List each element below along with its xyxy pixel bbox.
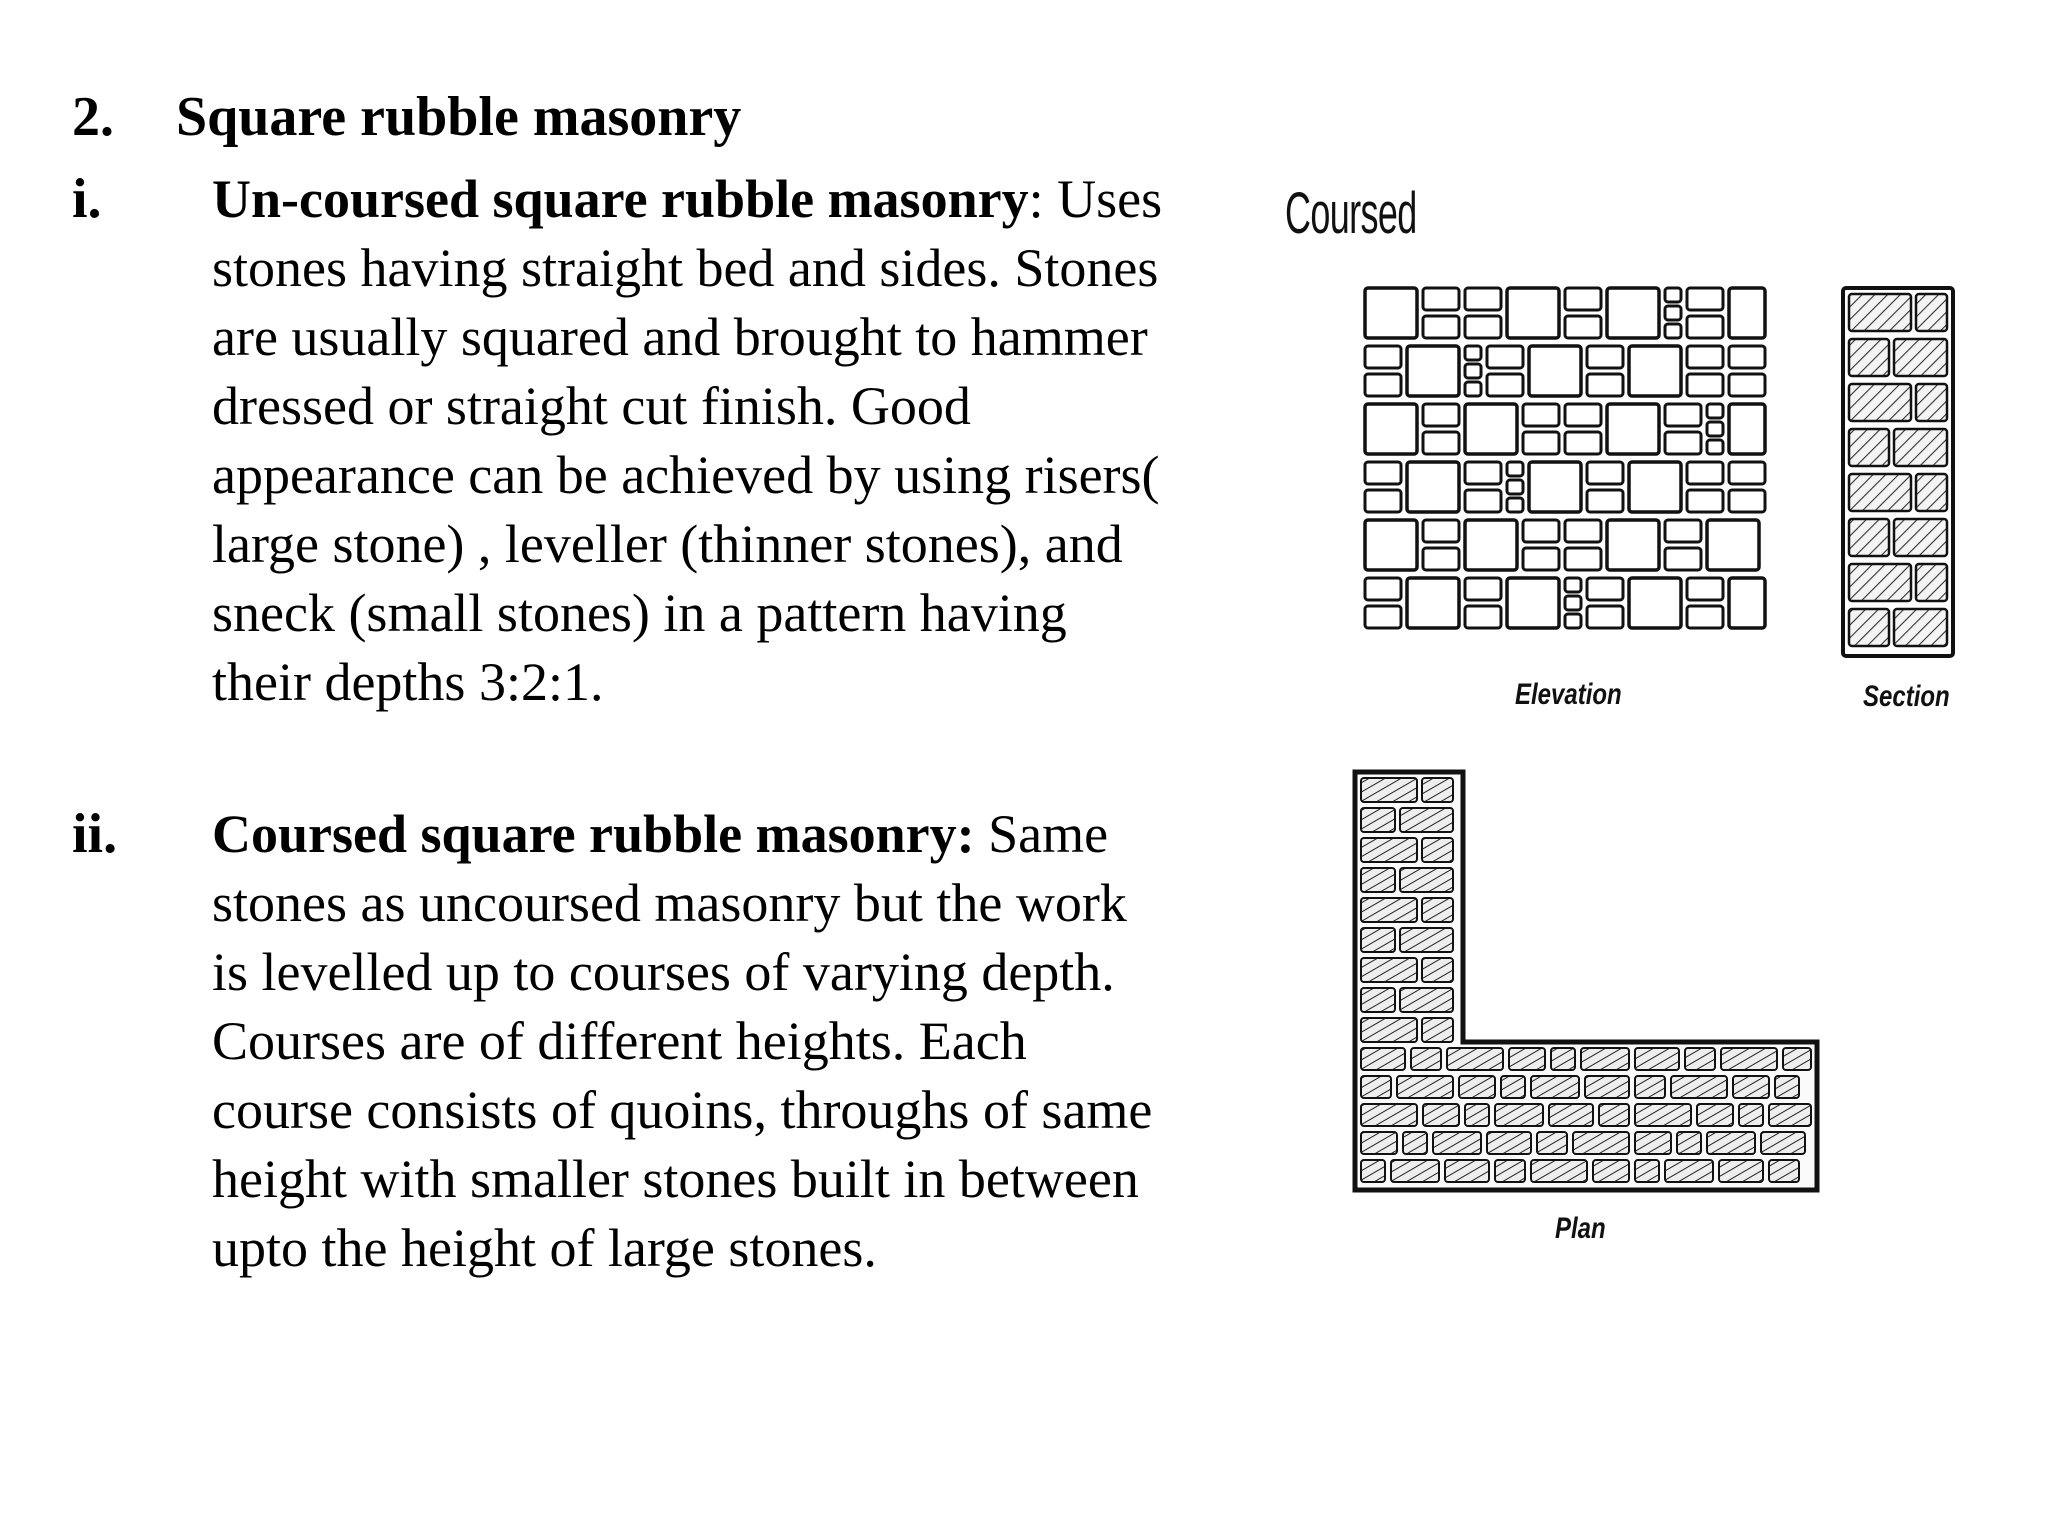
section-drawing (1843, 288, 1953, 656)
plan-stone (1361, 868, 1395, 892)
plan-stone (1769, 1160, 1799, 1182)
list-item-term-suffix: : (1028, 169, 1044, 229)
section-stone (1916, 564, 1947, 601)
plan-caption: Plan (1555, 1212, 1606, 1245)
stone-shape (1487, 346, 1523, 368)
plan-stone (1707, 1132, 1755, 1154)
plan-stone (1721, 1048, 1777, 1070)
stone-shape (1565, 288, 1601, 310)
stone-shape (1607, 404, 1659, 454)
list-marker: ii. (72, 803, 118, 865)
stone-shape (1465, 606, 1501, 628)
stone-shape (1665, 432, 1701, 454)
plan-stone (1697, 1104, 1733, 1126)
stone-shape (1465, 578, 1501, 600)
stone-shape (1423, 520, 1459, 542)
elevation-caption: Elevation (1515, 678, 1622, 711)
plan-stone (1531, 1076, 1579, 1098)
plan-stone (1422, 778, 1453, 802)
plan-stone (1537, 1132, 1567, 1154)
stone-shape (1687, 316, 1723, 338)
stone-shape (1465, 316, 1501, 338)
stone-shape (1423, 548, 1459, 570)
list-marker: i. (72, 168, 102, 230)
stone-shape (1423, 316, 1459, 338)
stone-shape (1665, 288, 1681, 302)
stone-shape (1365, 374, 1401, 396)
plan-stone (1685, 1048, 1715, 1070)
plan-stone (1361, 1076, 1391, 1098)
section-stone (1849, 294, 1911, 331)
stone-shape (1465, 404, 1517, 454)
stone-shape (1365, 606, 1401, 628)
section-stone (1849, 339, 1889, 376)
plan-stone (1361, 1104, 1417, 1126)
stone-shape (1687, 606, 1723, 628)
list-item (212, 165, 1172, 717)
stone-shape (1565, 578, 1581, 592)
plan-stone (1422, 898, 1453, 922)
figure-title: Coursed (1285, 181, 1417, 246)
plan-stone (1400, 808, 1453, 832)
stone-shape (1665, 404, 1701, 426)
stone-shape (1365, 490, 1401, 512)
masonry-drawing (1275, 130, 2035, 1350)
plan-stone (1400, 988, 1453, 1012)
plan-stone (1599, 1104, 1629, 1126)
stone-shape (1687, 462, 1723, 484)
stone-shape (1423, 288, 1459, 310)
list-item (212, 800, 1172, 1283)
stone-shape (1507, 480, 1523, 494)
plan-stone (1635, 1132, 1671, 1154)
stone-shape (1465, 382, 1481, 396)
plan-stone (1361, 838, 1417, 862)
list-item-term: Un-coursed square rubble masonry (212, 169, 1029, 229)
stone-shape (1465, 462, 1501, 484)
list-item-text: Uses stones having straight bed and sides. Stones are usually squared and brought to hammer dressed or straight cut finish. Good appearance can be achieved by using risers( large stone) , leveller (thinner stones), and sneck (small stones) in a pattern having their depths 3:2:1. (212, 169, 1163, 712)
plan-stone (1361, 778, 1417, 802)
stone-shape (1407, 462, 1459, 512)
plan-stone (1761, 1132, 1805, 1154)
section-stone (1916, 294, 1947, 331)
stone-shape (1565, 432, 1601, 454)
plan-stone (1769, 1104, 1811, 1126)
section-stone (1894, 519, 1947, 556)
stone-shape (1523, 432, 1559, 454)
plan-stone (1403, 1132, 1427, 1154)
plan-stone (1549, 1104, 1593, 1126)
stone-shape (1629, 346, 1681, 396)
stone-shape (1707, 404, 1723, 418)
stone-shape (1587, 462, 1623, 484)
plan-stone (1422, 838, 1453, 862)
stone-shape (1729, 404, 1765, 454)
stone-shape (1607, 520, 1659, 570)
plan-stone (1391, 1160, 1439, 1182)
stone-shape (1365, 520, 1417, 570)
elevation-drawing (1365, 288, 1765, 628)
stone-shape (1687, 490, 1723, 512)
plan-stone (1733, 1076, 1769, 1098)
plan-stone (1635, 1104, 1691, 1126)
plan-stone (1573, 1132, 1629, 1154)
stone-shape (1507, 578, 1559, 628)
stone-shape (1507, 462, 1523, 476)
stone-shape (1729, 490, 1765, 512)
plan-stone (1400, 868, 1453, 892)
plan-stone (1677, 1132, 1701, 1154)
plan-stone (1361, 1018, 1417, 1042)
section-stone (1894, 429, 1947, 466)
section-stone (1849, 564, 1911, 601)
section-stone (1849, 474, 1911, 511)
stone-shape (1729, 346, 1765, 368)
list-item-term: Coursed square rubble masonry: (212, 804, 975, 864)
plan-stone (1361, 1160, 1385, 1182)
stone-shape (1365, 462, 1401, 484)
stone-shape (1465, 490, 1501, 512)
stone-shape (1565, 316, 1601, 338)
plan-stone (1635, 1160, 1659, 1182)
stone-shape (1665, 324, 1681, 338)
plan-stone (1671, 1076, 1727, 1098)
stone-shape (1587, 606, 1623, 628)
plan-stone (1361, 898, 1417, 922)
stone-shape (1365, 288, 1417, 338)
plan-stone (1487, 1132, 1531, 1154)
stone-shape (1707, 422, 1723, 436)
stone-shape (1565, 548, 1601, 570)
plan-stone (1775, 1076, 1799, 1098)
plan-stone (1495, 1104, 1543, 1126)
stone-shape (1565, 596, 1581, 610)
masonry-diagram (1275, 130, 2035, 1350)
stone-shape (1707, 440, 1723, 454)
plan-stone (1495, 1160, 1525, 1182)
stone-shape (1407, 578, 1459, 628)
plan-stone (1397, 1076, 1453, 1098)
plan-stone (1422, 1018, 1453, 1042)
stone-shape (1465, 520, 1517, 570)
plan-stone (1459, 1076, 1495, 1098)
plan-stone (1361, 958, 1417, 982)
plan-stone (1581, 1048, 1629, 1070)
plan-stone (1411, 1048, 1441, 1070)
stone-shape (1365, 404, 1417, 454)
plan-stone (1551, 1048, 1575, 1070)
stone-shape (1629, 462, 1681, 512)
plan-stone (1361, 928, 1395, 952)
stone-shape (1465, 346, 1481, 360)
plan-stone (1361, 808, 1395, 832)
stone-shape (1687, 374, 1723, 396)
plan-stone (1593, 1160, 1629, 1182)
section-stone (1849, 609, 1889, 646)
plan-stone (1361, 1048, 1405, 1070)
section-stone (1894, 339, 1947, 376)
plan-stone (1739, 1104, 1763, 1126)
stone-shape (1565, 404, 1601, 426)
section-caption: Section (1863, 680, 1950, 713)
stone-shape (1729, 288, 1765, 338)
stone-shape (1465, 364, 1481, 378)
stone-shape (1565, 614, 1581, 628)
plan-stone (1783, 1048, 1811, 1070)
stone-shape (1587, 578, 1623, 600)
stone-shape (1523, 520, 1559, 542)
plan-drawing (1355, 772, 1817, 1190)
stone-shape (1729, 374, 1765, 396)
section-stone (1916, 474, 1947, 511)
stone-shape (1687, 578, 1723, 600)
list-item-text: Same stones as uncoursed masonry but the work is levelled up to courses of varying depth. Courses are of different heights. Each course consists of quoins, throughs of same height with smaller stones built in between upto the height of large stones. (212, 804, 1153, 1278)
stone-shape (1523, 404, 1559, 426)
stone-shape (1707, 520, 1759, 570)
plan-stone (1585, 1076, 1629, 1098)
section-stone (1849, 429, 1889, 466)
stone-shape (1587, 490, 1623, 512)
plan-stone (1465, 1104, 1489, 1126)
stone-shape (1587, 346, 1623, 368)
plan-stone (1433, 1132, 1481, 1154)
stone-shape (1529, 346, 1581, 396)
section-stone (1916, 384, 1947, 421)
stone-shape (1629, 578, 1681, 628)
section-stone (1849, 519, 1889, 556)
heading-title: Square rubble masonry (176, 86, 742, 148)
stone-shape (1365, 346, 1401, 368)
section-stone (1894, 609, 1947, 646)
heading-number: 2. (72, 86, 114, 148)
stone-shape (1507, 288, 1559, 338)
stone-shape (1407, 346, 1459, 396)
stone-shape (1607, 288, 1659, 338)
plan-stone (1423, 1104, 1459, 1126)
plan-stone (1361, 1132, 1397, 1154)
plan-stone (1531, 1160, 1587, 1182)
plan-stone (1361, 988, 1395, 1012)
plan-stone (1665, 1160, 1713, 1182)
section-heading (72, 82, 741, 152)
plan-stone (1501, 1076, 1525, 1098)
stone-shape (1729, 462, 1765, 484)
stone-shape (1423, 432, 1459, 454)
stone-shape (1665, 548, 1701, 570)
stone-shape (1687, 288, 1723, 310)
stone-shape (1507, 498, 1523, 512)
plan-stone (1635, 1048, 1679, 1070)
stone-shape (1365, 578, 1401, 600)
plan-stone (1400, 928, 1453, 952)
stone-shape (1665, 306, 1681, 320)
stone-shape (1529, 462, 1581, 512)
stone-shape (1465, 288, 1501, 310)
section-stone (1849, 384, 1911, 421)
stone-shape (1523, 548, 1559, 570)
stone-shape (1587, 374, 1623, 396)
stone-shape (1487, 374, 1523, 396)
plan-stone (1719, 1160, 1763, 1182)
plan-stone (1447, 1048, 1503, 1070)
stone-shape (1687, 346, 1723, 368)
plan-stone (1422, 958, 1453, 982)
stone-shape (1565, 520, 1601, 542)
stone-shape (1665, 520, 1701, 542)
plan-stone (1635, 1076, 1665, 1098)
stone-shape (1729, 578, 1765, 628)
stone-shape (1423, 404, 1459, 426)
plan-stone (1445, 1160, 1489, 1182)
plan-stone (1509, 1048, 1545, 1070)
